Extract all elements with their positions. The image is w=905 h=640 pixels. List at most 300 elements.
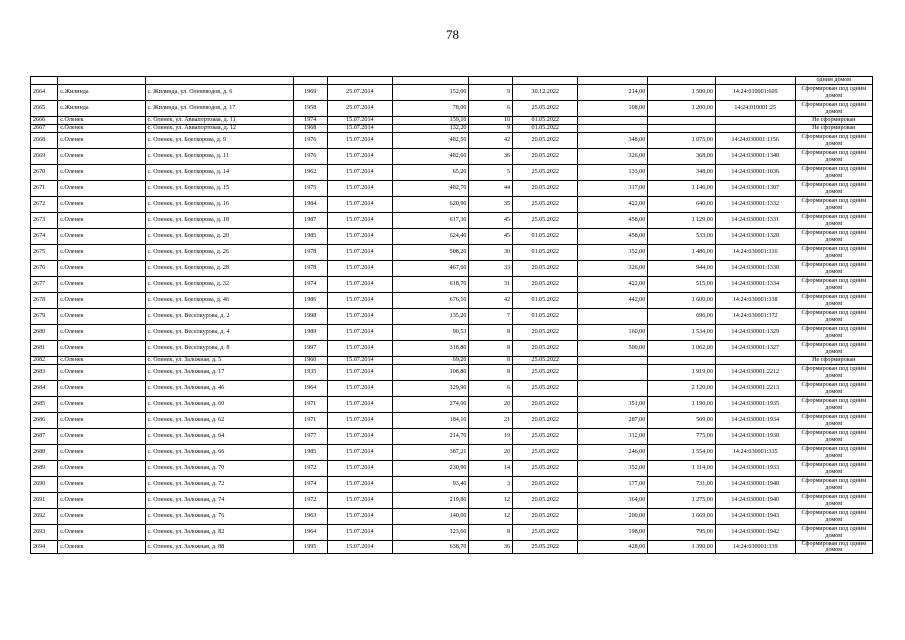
count-cell: 6	[469, 381, 513, 397]
status-cell: Не сформирован	[795, 357, 873, 365]
row-number-cell: 2675	[31, 245, 58, 261]
date2-cell: 20.05.2022	[513, 413, 578, 429]
settlement-cell: с.Жилинда	[58, 85, 145, 101]
settlement-cell: с.Оленек	[58, 365, 145, 381]
value2-cell: 1 129,00	[648, 213, 716, 229]
date-cell: 15.07.2014	[327, 149, 392, 165]
area-cell: 78,00	[393, 101, 469, 117]
date2-cell: 25.05.2022	[513, 365, 578, 381]
date2-cell: 01.05.2022	[513, 245, 578, 261]
year-cell: 1989	[293, 325, 327, 341]
date2-cell: 20.05.2022	[513, 261, 578, 277]
row-number-cell: 2683	[31, 365, 58, 381]
value1-cell: 458,00	[578, 213, 648, 229]
address-cell: с. Оленек, ул. Веселкурова, д. 2	[145, 309, 293, 325]
settlement-cell: с.Оленек	[58, 277, 145, 293]
value1-cell: 351,00	[578, 397, 648, 413]
table-row	[31, 261, 873, 277]
year-cell: 1971	[293, 413, 327, 429]
count-cell: 33	[469, 261, 513, 277]
area-cell: 482,60	[393, 149, 469, 165]
count-cell: 5	[469, 165, 513, 181]
area-cell: 618,70	[393, 277, 469, 293]
cadastre-cell: 14:24:030001:1156	[715, 133, 795, 149]
year-cell: 1978	[293, 261, 327, 277]
value2-cell: 1 062,00	[648, 341, 716, 357]
cadastre-cell	[715, 357, 795, 365]
date-cell: 15.07.2014	[327, 277, 392, 293]
value2-cell: 1 554,00	[648, 445, 716, 461]
row-number-cell: 2669	[31, 149, 58, 165]
address-cell: с. Оленек, ул. Боескорова, д. 26	[145, 245, 293, 261]
status-cell: Сформирован под одним домом	[795, 181, 873, 197]
value1-cell: 326,00	[578, 149, 648, 165]
row-number-cell: 2681	[31, 341, 58, 357]
settlement-cell: с.Оленек	[58, 413, 145, 429]
area-cell: 184,10	[393, 413, 469, 429]
cadastre-cell: 14:24:030001:1329	[715, 325, 795, 341]
value2-cell: 515,00	[648, 277, 716, 293]
date-cell: 15.07.2014	[327, 445, 392, 461]
table-row	[31, 525, 873, 541]
area-cell: 90,53	[393, 325, 469, 341]
row-number-cell: 2692	[31, 509, 58, 525]
address-cell: с. Оленек, ул. Боескорова, д. 16	[145, 197, 293, 213]
count-cell: 21	[469, 413, 513, 429]
address-cell: с. Оленек, ул. Боескорова, д. 15	[145, 181, 293, 197]
row-number-cell: 2682	[31, 357, 58, 365]
date-cell: 15.07.2014	[327, 197, 392, 213]
row-number-cell: 2680	[31, 325, 58, 341]
cadastre-cell: 14:24:030001:1938	[715, 429, 795, 445]
cadastre-cell: 14:24:030001:1327	[715, 341, 795, 357]
row-number-cell: 2686	[31, 413, 58, 429]
area-cell: 129,90	[393, 381, 469, 397]
settlement-cell: с.Оленек	[58, 357, 145, 365]
settlement-cell: с.Оленек	[58, 165, 145, 181]
date2-cell: 25.05.2022	[513, 101, 578, 117]
value1-cell	[578, 357, 648, 365]
count-cell: 42	[469, 133, 513, 149]
value1-cell: 352,00	[578, 461, 648, 477]
cadastre-cell: 14:24:030001:338	[715, 293, 795, 309]
status-cell: Сформирован под одним домом	[795, 293, 873, 309]
row-number-cell: 2666	[31, 117, 58, 125]
address-cell: с. Оленек, ул. Заложная, д. 60	[145, 397, 293, 413]
settlement-cell: с.Оленек	[58, 381, 145, 397]
settlement-cell: с.Оленек	[58, 341, 145, 357]
count-cell: 42	[469, 293, 513, 309]
address-cell: с. Жилинда, ул. Оленеводов, д. 6	[145, 85, 293, 101]
row-number-cell: 2684	[31, 381, 58, 397]
status-cell: Сформирован под одним домом	[795, 309, 873, 325]
area-cell: 93,40	[393, 477, 469, 493]
area-cell: 617,30	[393, 213, 469, 229]
value1-cell: 422,00	[578, 197, 648, 213]
table-row	[31, 213, 873, 229]
value2-cell: 1 600,00	[648, 293, 716, 309]
table-row	[31, 325, 873, 341]
status-cell: Сформирован под одним домом	[795, 101, 873, 117]
settlement-cell: с.Оленек	[58, 429, 145, 445]
status-cell: Сформирован под одним домом	[795, 261, 873, 277]
count-cell: 8	[469, 341, 513, 357]
area-cell: 274,00	[393, 397, 469, 413]
row-number-cell: 2664	[31, 85, 58, 101]
settlement-cell: с.Оленек	[58, 477, 145, 493]
value2-cell: 640,00	[648, 197, 716, 213]
row-number-cell: 2672	[31, 197, 58, 213]
settlement-cell: с.Оленек	[58, 541, 145, 554]
year-cell: 1995	[293, 541, 327, 554]
count-cell: 20	[469, 445, 513, 461]
date-cell: 15.07.2014	[327, 381, 392, 397]
cadastre-cell: 14:24:030001:372	[715, 309, 795, 325]
value2-cell: 944,00	[648, 261, 716, 277]
value2-cell: 1 669,00	[648, 509, 716, 525]
status-cell: Сформирован под одним домом	[795, 245, 873, 261]
cadastre-cell: 14:24:030001:1934	[715, 413, 795, 429]
settlement-cell: с.Оленек	[58, 133, 145, 149]
area-cell: 108,80	[393, 365, 469, 381]
value2-cell: 1 275,00	[648, 493, 716, 509]
status-cell: одним домом	[795, 77, 873, 85]
area-cell: 624,40	[393, 229, 469, 245]
address-cell: с. Оленек, ул. Боескорова, д. 14	[145, 165, 293, 181]
date2-cell: 20.05.2022	[513, 477, 578, 493]
date-cell: 15.07.2014	[327, 365, 392, 381]
area-cell: 676,10	[393, 293, 469, 309]
row-number-cell: 2689	[31, 461, 58, 477]
status-cell: Не сформирован	[795, 125, 873, 133]
area-cell: 219,80	[393, 493, 469, 509]
cadastre-cell: 14:24:030001:339	[715, 541, 795, 554]
settlement-cell: с.Оленек	[58, 229, 145, 245]
address-cell: с. Оленек, ул. Боескорова, д. 11	[145, 149, 293, 165]
value1-cell: 326,00	[578, 261, 648, 277]
address-cell: с. Оленек, ул. Заложная, д. 70	[145, 461, 293, 477]
count-cell: 12	[469, 493, 513, 509]
table-row	[31, 125, 873, 133]
date-cell: 15.07.2014	[327, 541, 392, 554]
date2-cell: 30.12.2022	[513, 85, 578, 101]
date-cell: 15.07.2014	[327, 493, 392, 509]
cadastre-cell: 14:24:030001:1948	[715, 477, 795, 493]
date-cell: 15.07.2014	[327, 429, 392, 445]
address-cell: с. Оленек, ул. Заложная, д. 88	[145, 541, 293, 554]
value2-cell: 509,00	[648, 413, 716, 429]
date2-cell: 20.05.2022	[513, 341, 578, 357]
value2-cell: 731,00	[648, 477, 716, 493]
status-cell: Сформирован под одним домом	[795, 509, 873, 525]
value2-cell	[648, 117, 716, 125]
year-cell: 1976	[293, 149, 327, 165]
date-cell: 25.07.2014	[327, 85, 392, 101]
date2-cell: 25.05.2022	[513, 429, 578, 445]
year-cell: 1975	[293, 181, 327, 197]
table-row	[31, 493, 873, 509]
table-row	[31, 245, 873, 261]
settlement-cell: с.Оленек	[58, 197, 145, 213]
row-number-cell: 2667	[31, 125, 58, 133]
count-cell: 7	[469, 309, 513, 325]
count-cell: 35	[469, 197, 513, 213]
area-cell: 467,60	[393, 261, 469, 277]
row-number-cell: 2678	[31, 293, 58, 309]
value1-cell: 177,00	[578, 477, 648, 493]
count-cell: 19	[469, 429, 513, 445]
table-row	[31, 149, 873, 165]
address-cell: с. Оленек, ул. Заложная, д. 72	[145, 477, 293, 493]
year-cell: 1964	[293, 381, 327, 397]
year-cell: 1963	[293, 509, 327, 525]
row-number-cell: 2673	[31, 213, 58, 229]
area-cell: 508,20	[393, 245, 469, 261]
cadastre-cell: 14:24:030001:1331	[715, 213, 795, 229]
date-cell: 15.07.2014	[327, 309, 392, 325]
area-cell: 387,21	[393, 445, 469, 461]
cadastre-cell: 14:24:030001:1332	[715, 197, 795, 213]
cadastre-cell	[715, 125, 795, 133]
date2-cell: 25.05.2022	[513, 357, 578, 365]
address-cell: с. Оленек, ул. Заложная, д. 76	[145, 509, 293, 525]
housing-registry-table	[30, 76, 873, 554]
count-cell: 31	[469, 277, 513, 293]
status-cell: Сформирован под одним домом	[795, 213, 873, 229]
date-cell: 15.07.2014	[327, 341, 392, 357]
cadastre-cell: 14:24:030001:1940	[715, 493, 795, 509]
date-cell: 15.07.2014	[327, 325, 392, 341]
area-cell: 65,20	[393, 165, 469, 181]
date-cell: 15.07.2014	[327, 229, 392, 245]
area-cell: 152,00	[393, 85, 469, 101]
date-cell: 15.07.2014	[327, 213, 392, 229]
cadastre-cell: 14:24:030001:2213	[715, 381, 795, 397]
date2-cell: 20.05.2022	[513, 325, 578, 341]
count-cell: 8	[469, 357, 513, 365]
cadastre-cell: 14:24:030001:1943	[715, 509, 795, 525]
table-row	[31, 357, 873, 365]
row-number-cell: 2674	[31, 229, 58, 245]
value1-cell: 317,00	[578, 181, 648, 197]
year-cell: 1971	[293, 397, 327, 413]
address-cell: с. Оленек, ул. Боескорова, д. 28	[145, 261, 293, 277]
value1-cell	[578, 309, 648, 325]
settlement-cell: с.Оленек	[58, 245, 145, 261]
count-cell: 30	[469, 245, 513, 261]
settlement-cell: с.Оленек	[58, 293, 145, 309]
address-cell: с. Оленек, ул. Авиапортовая, д. 11	[145, 117, 293, 125]
settlement-cell: с.Оленек	[58, 525, 145, 541]
table-row	[31, 341, 873, 357]
date2-cell: 20.05.2022	[513, 181, 578, 197]
row-number-cell: 2693	[31, 525, 58, 541]
count-cell: 36	[469, 149, 513, 165]
area-cell: 140,00	[393, 509, 469, 525]
value1-cell: 458,00	[578, 229, 648, 245]
area-cell: 638,70	[393, 541, 469, 554]
date-cell: 15.07.2014	[327, 165, 392, 181]
status-cell: Сформирован под одним домом	[795, 461, 873, 477]
count-cell: 14	[469, 461, 513, 477]
row-number-cell: 2665	[31, 101, 58, 117]
date-cell: 15.07.2014	[327, 181, 392, 197]
value1-cell: 246,00	[578, 445, 648, 461]
page-number: 78	[446, 27, 459, 42]
date-cell: 15.07.2014	[327, 125, 392, 133]
area-cell: 482,70	[393, 181, 469, 197]
date2-cell: 25.05.2022	[513, 381, 578, 397]
date-cell: 15.07.2014	[327, 357, 392, 365]
cadastre-cell: 14:24:030001:1328	[715, 229, 795, 245]
status-cell: Не сформирован	[795, 117, 873, 125]
address-cell: с. Оленек, ул. Авиапортовая, д. 12	[145, 125, 293, 133]
date-cell: 15.07.2014	[327, 117, 392, 125]
date-cell: 15.07.2014	[327, 509, 392, 525]
year-cell: 1974	[293, 477, 327, 493]
status-cell: Сформирован под одним домом	[795, 413, 873, 429]
value1-cell	[578, 125, 648, 133]
date2-cell: 25.05.2022	[513, 213, 578, 229]
row-number-cell: 2691	[31, 493, 58, 509]
status-cell: Сформирован под одним домом	[795, 381, 873, 397]
count-cell: 45	[469, 229, 513, 245]
settlement-cell: с.Оленек	[58, 181, 145, 197]
year-cell: 1969	[293, 85, 327, 101]
count-cell: 12	[469, 509, 513, 525]
value2-cell: 1 390,00	[648, 541, 716, 554]
year-cell: 1974	[293, 117, 327, 125]
value2-cell: 1 534,00	[648, 325, 716, 341]
count-cell: 36	[469, 541, 513, 554]
table-row	[31, 293, 873, 309]
value1-cell: 442,00	[578, 293, 648, 309]
date-cell: 15.07.2014	[327, 461, 392, 477]
value1-cell: 428,00	[578, 541, 648, 554]
address-cell: с. Оленек, ул. Заложная, д. 17	[145, 365, 293, 381]
date2-cell: 01.05.2022	[513, 309, 578, 325]
settlement-cell: с.Оленек	[58, 117, 145, 125]
area-cell: 69,20	[393, 357, 469, 365]
year-cell: 1960	[293, 357, 327, 365]
date2-cell: 20.05.2022	[513, 509, 578, 525]
year-cell: 1968	[293, 125, 327, 133]
table-row	[31, 309, 873, 325]
cadastre-cell: 14:24:030001:1338	[715, 261, 795, 277]
value2-cell: 696,00	[648, 309, 716, 325]
area-cell: 318,80	[393, 341, 469, 357]
status-cell: Сформирован под одним домом	[795, 445, 873, 461]
value1-cell: 200,00	[578, 509, 648, 525]
date2-cell: 01.05.2022	[513, 117, 578, 125]
table-row	[31, 413, 873, 429]
value2-cell: 1 146,00	[648, 181, 716, 197]
table-row	[31, 181, 873, 197]
value2-cell: 533,00	[648, 229, 716, 245]
row-number-cell: 2668	[31, 133, 58, 149]
cadastre-cell: 14:24:030001:316	[715, 245, 795, 261]
table-row	[31, 133, 873, 149]
value1-cell: 214,00	[578, 85, 648, 101]
date2-cell: 25.05.2022	[513, 445, 578, 461]
row-number-cell: 2687	[31, 429, 58, 445]
date2-cell: 25.05.2022	[513, 461, 578, 477]
status-cell: Сформирован под одним домом	[795, 229, 873, 245]
table-row	[31, 541, 873, 554]
status-cell: Сформирован под одним домом	[795, 133, 873, 149]
row-number-cell: 2694	[31, 541, 58, 554]
area-cell: 132,20	[393, 125, 469, 133]
address-cell: с. Жилинда, ул. Оленеводов, д. 17	[145, 101, 293, 117]
year-cell: 1976	[293, 133, 327, 149]
count-cell: 8	[469, 325, 513, 341]
row-number-cell: 2685	[31, 397, 58, 413]
year-cell: 1997	[293, 341, 327, 357]
cadastre-cell	[715, 117, 795, 125]
date2-cell: 01.05.2022	[513, 293, 578, 309]
year-cell: 1985	[293, 445, 327, 461]
cadastre-cell: 14:24:010001:25	[715, 101, 795, 117]
year-cell: 1964	[293, 525, 327, 541]
status-cell: Сформирован под одним домом	[795, 341, 873, 357]
count-cell: 8	[469, 365, 513, 381]
count-cell: 9	[469, 85, 513, 101]
value2-cell: 1 200,00	[648, 101, 716, 117]
settlement-cell: с.Оленек	[58, 213, 145, 229]
cadastre-cell: 14:24:030001:1933	[715, 461, 795, 477]
date-cell: 15.07.2014	[327, 261, 392, 277]
date2-cell: 20.05.2022	[513, 149, 578, 165]
status-cell: Сформирован под одним домом	[795, 477, 873, 493]
table-row	[31, 445, 873, 461]
table-row	[31, 381, 873, 397]
value1-cell: 352,00	[578, 245, 648, 261]
status-cell: Сформирован под одним домом	[795, 325, 873, 341]
date-cell: 15.07.2014	[327, 245, 392, 261]
status-cell: Сформирован под одним домом	[795, 541, 873, 554]
value1-cell: 422,00	[578, 277, 648, 293]
year-cell: 1974	[293, 277, 327, 293]
cadastre-cell: 14:24:030001:1334	[715, 277, 795, 293]
count-cell: 45	[469, 213, 513, 229]
status-cell: Сформирован под одним домом	[795, 197, 873, 213]
value2-cell: 1 500,00	[648, 85, 716, 101]
date-cell: 15.07.2014	[327, 413, 392, 429]
table-row	[31, 117, 873, 125]
status-cell: Сформирован под одним домом	[795, 149, 873, 165]
table-row	[31, 101, 873, 117]
value1-cell: 287,00	[578, 413, 648, 429]
cadastre-cell: 14:24:030001:2212	[715, 365, 795, 381]
address-cell: с. Оленек, ул. Боескорова, д. 18	[145, 213, 293, 229]
count-cell: 10	[469, 117, 513, 125]
value1-cell: 364,00	[578, 493, 648, 509]
address-cell: с. Оленек, ул. Боескорова, д. 32	[145, 277, 293, 293]
table-row	[31, 165, 873, 181]
value2-cell: 1 919,00	[648, 365, 716, 381]
row-number-cell: 2677	[31, 277, 58, 293]
count-cell: 3	[469, 477, 513, 493]
settlement-cell: с.Оленек	[58, 149, 145, 165]
area-cell: 123,60	[393, 525, 469, 541]
area-cell: 620,90	[393, 197, 469, 213]
year-cell: 1935	[293, 365, 327, 381]
status-cell: Сформирован под одним домом	[795, 165, 873, 181]
year-cell: 1972	[293, 493, 327, 509]
table-row	[31, 429, 873, 445]
count-cell: 9	[469, 125, 513, 133]
date2-cell: 01.05.2022	[513, 125, 578, 133]
